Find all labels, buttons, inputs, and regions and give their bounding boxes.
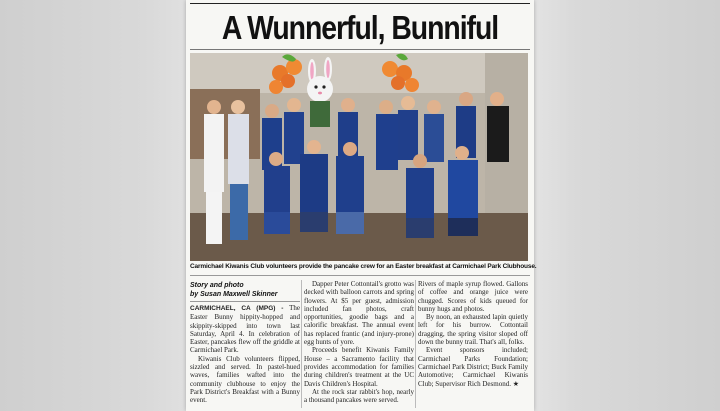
column-divider [301,280,302,408]
paragraph: Proceeds benefit Kiwanis Family House – a Sacramento facility that provides accommodation for families during children's treatment at the UC Davis Children's Hospital. [304,346,414,388]
paragraph: By noon, an exhausted lapin quietly left for his burrow. Cottontail dragging, the spring visitor sloped off down the bunny trail. That's all, folks. [418,313,528,347]
group-photo [190,53,528,261]
photo-caption: Carmichael Kiwanis Club volunteers provide the pancake crew for an Easter breakfast at Carmichael Park Clubhouse. [190,263,537,270]
paragraph: Kiwanis Club volunteers flipped, sizzled and served. In pastel-hued waves, families wafted into the community clubhouse to enjoy the Park District's Breakfast with a Bunny event. [190,354,300,405]
byline-rule [190,301,300,302]
byline [190,281,302,299]
article-column-1 [190,304,300,405]
dateline: CARMICHAEL, CA (MPG) - [190,305,284,312]
column-divider [415,280,416,408]
article-column-2 [304,280,414,404]
paragraph-text: Event sponsors included; Carmichael Parks Foundation; Carmichael Park District; Buck Family Automotive; Carmichael Kiwanis Club; Supervisor Rich Desmond. [418,346,528,388]
paragraph-text: The Easter Bunny hippity-hopped and skippity-skipped into town last Saturday, April 4. In celebration of Easter, pancakes flew off the griddle at Carmichael Park. [190,304,300,355]
paragraph: Dapper Peter Cottontail's grotto was decked with balloon carrots and spring flowers. At $5 per guest, admission included fan photos, craft opportunities, goodie bags and a calorific breakfast. The annual event has replaced frantic (and injury-prone) egg hunts of yore. [304,280,414,347]
paragraph [418,346,528,387]
byline-line-1: Story and photo [190,282,244,289]
photo-illustration [190,53,528,261]
article-column-3 [418,280,528,388]
newspaper-page [186,0,537,411]
headline-rule [190,49,530,50]
caption-rule [190,275,530,276]
paragraph [190,304,300,355]
end-mark: ★ [512,379,519,388]
headline: A Wunnerful, Bunniful [221,9,499,46]
byline-line-2: by Susan Maxwell Skinner [190,291,278,298]
top-rule [190,3,530,4]
paragraph: At the rock star rabbit's hop, nearly a thousand pancakes were served. [304,387,414,405]
paragraph: Rivers of maple syrup flowed. Gallons of coffee and orange juice were chugged. Scores of kids queued for bunny hugs and photos. [418,280,528,313]
